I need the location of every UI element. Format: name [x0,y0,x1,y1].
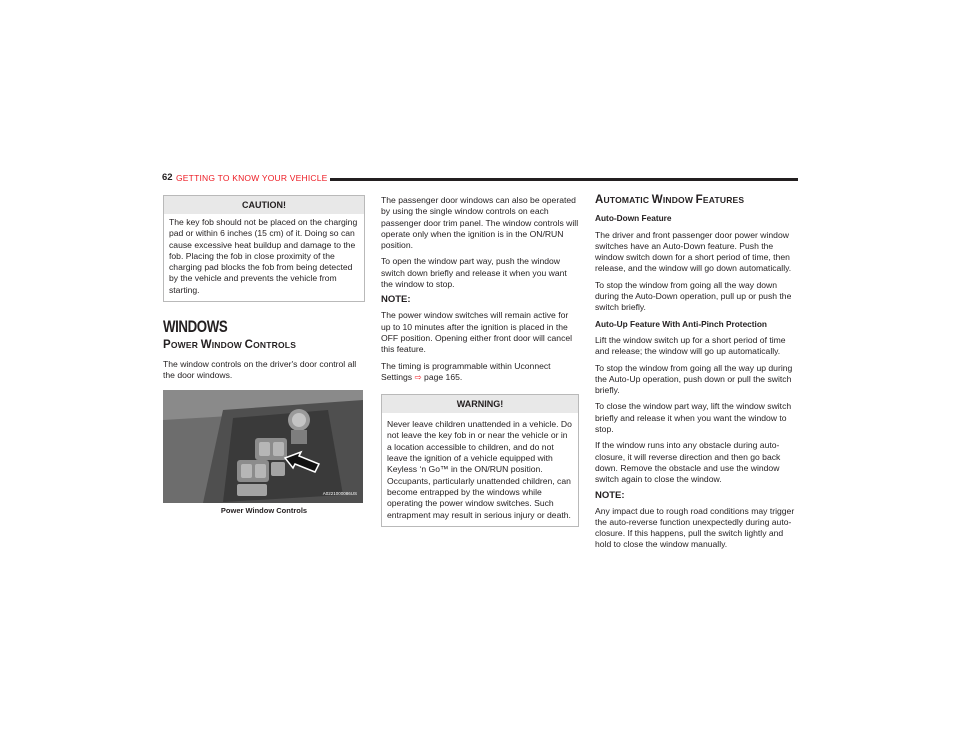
auto-down-paragraph: The driver and front passenger door power window switches have an Auto-Down feature. Push the window switch down for a short period of time, then release, and the window will go down automatically. [595,229,792,274]
page-ref-link[interactable]: page 165. [424,371,463,382]
close-part-way-paragraph: To close the window part way, lift the window switch briefly and release it when you want the window to stop. [595,401,792,435]
header-rule [330,178,798,181]
auto-up-subheading: Auto-Up Feature With Anti-Pinch Protection [595,318,767,329]
windows-heading: WINDOWS [163,317,228,337]
section-title: GETTING TO KNOW YOUR VEHICLE [176,172,328,183]
stop-up-paragraph: To stop the window from going all the way up during the Auto-Up operation, push down or pull the switch briefly. [595,362,793,396]
caution-text: The key fob should not be placed on the charging pad or within 6 inches (15 cm) of it. Doing so can cause excessive heat buildup and damage to the fob. Placing the fob in close proximity of the charging pad blocks the fob from being detected by the vehicle and prevents the vehicle from starting. [169,217,358,295]
auto-up-paragraph: Lift the window switch up for a short period of time and release; the window will go up automatically. [595,334,786,357]
figure-caption: Power Window Controls [220,506,308,516]
note-text: Any impact due to rough road conditions may trigger the auto-reverse function unexpectedly during auto-closure. If this happens, pull the switch lightly and hold to close the window manually. [595,505,795,550]
heading-cap: C [244,339,254,352]
page-number: 62 [162,172,173,183]
page-header [162,172,798,186]
warning-title: WARNING! [382,395,578,413]
obstacle-paragraph: If the window runs into any obstacle during auto-closure, it will reverse direction and then go back down. Remove the obstacle and use the window switch again to close the window. [595,440,781,485]
warning-box [381,394,579,527]
heading-rest: OWER [170,340,201,351]
timing-text: The timing is programmable within Uconnect Settings [381,360,551,382]
door-switch-panel-illustration [163,390,363,503]
figure-id: A0221000086US [322,490,357,496]
stop-down-paragraph: To stop the window from going all the way down during the Auto-Down operation, pull up or push the switch briefly. [595,279,792,313]
heading-cap: F [695,194,703,206]
column-1 [163,195,365,517]
heading-cap: P [163,339,171,352]
heading-rest: EATURES [702,195,745,205]
heading-cap: W [200,339,212,352]
timing-paragraph [381,361,579,384]
note-label: NOTE: [595,489,625,501]
heading-rest: INDOW [662,195,696,205]
column-3 [595,195,798,556]
note-label: NOTE: [381,294,411,306]
heading-rest: ONTROLS [253,340,297,351]
passenger-windows-paragraph: The passenger door windows can also be operated by using the single window controls on each passenger door trim panel. The window controls will operate only when the ignition is in the ON/RUN position. [381,195,579,251]
window-controls-paragraph: The window controls on the driver's door control all the door windows. [163,358,357,380]
power-window-controls-heading [163,340,365,351]
heading-cap: A [595,194,604,206]
open-window-paragraph: To open the window part way, push the window switch down briefly and release it when you want the window to stop. [381,256,567,290]
heading-cap: W [651,194,663,206]
automatic-window-features-heading [595,195,798,206]
column-2 [381,195,579,527]
heading-rest: UTOMATIC [603,195,652,205]
note-text: The power window switches will remain active for up to 10 minutes after the ignition is placed in the OFF position. Opening either front door will cancel this feature. [381,310,573,355]
power-window-controls-image [163,390,363,503]
heading-rest: INDOW [211,340,245,351]
caution-title: CAUTION! [164,196,364,214]
page-ref-arrow-icon: ⇨ [414,371,422,382]
caution-box [163,195,365,302]
auto-down-subheading: Auto-Down Feature [595,213,672,224]
warning-text: Never leave children unattended in a vehicle. Do not leave the key fob in or near the vehicle or in a location accessible to children, and do not leave the ignition of a vehicle equipped with Keyless ‘n Go™ in the ON/RUN position. Occupants, particularly unattended children, can become entrapped by the windows while operating the power window switches. Such entrapment may result in serious injury or death. [387,419,572,520]
